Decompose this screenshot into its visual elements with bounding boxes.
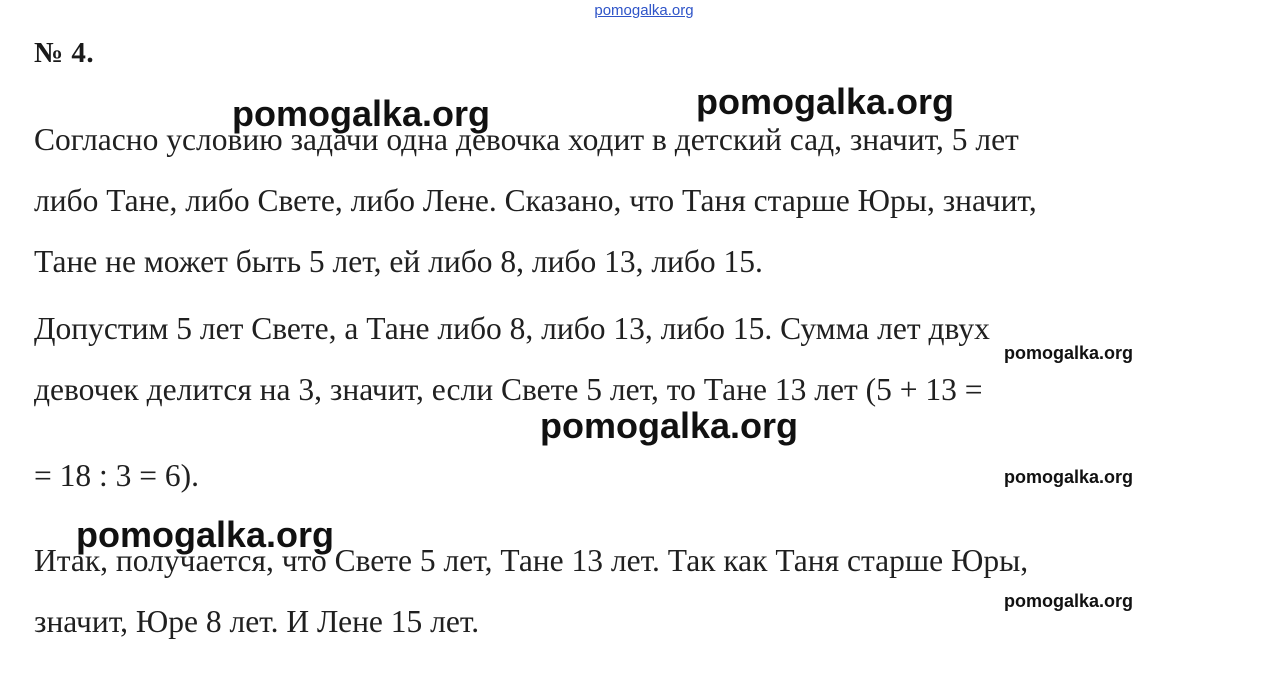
paragraph-2-line-1: Допустим 5 лет Свете, а Тане либо 8, либо 13, либо 15. Сумма лет двух [34, 311, 990, 346]
paragraph-2-line-2: девочек делится на 3, значит, если Свете 5 лет, то Тане 13 лет (5 + 13 = [34, 372, 983, 407]
watermark: pomogalka.org [1004, 343, 1134, 363]
paragraph-3-line-1: Итак, получается, что Свете 5 лет, Тане 13 лет. Так как Таня старше Юры, [34, 543, 1029, 578]
watermark: pomogalka.org [1004, 591, 1134, 611]
paragraph-2-line-3: = 18 : 3 = 6). [34, 458, 200, 493]
watermark: pomogalka.org [232, 93, 491, 134]
paragraph-1-line-3: Тане не может быть 5 лет, ей либо 8, либо 13, либо 15. [34, 244, 763, 279]
problem-number: № 4. [34, 37, 95, 69]
watermark: pomogalka.org [540, 405, 799, 446]
watermark: pomogalka.org [76, 514, 335, 555]
paragraph-1-line-2: либо Тане, либо Свете, либо Лене. Сказано, что Таня старше Юры, значит, [34, 183, 1037, 218]
site-link[interactable]: pomogalka.org [594, 2, 694, 19]
watermark: pomogalka.org [1004, 467, 1134, 487]
paragraph-3-line-2: значит, Юре 8 лет. И Лене 15 лет. [34, 604, 480, 639]
watermark: pomogalka.org [696, 81, 955, 122]
paragraph-1-line-1: Согласно условию задачи одна девочка ходит в детский сад, значит, 5 лет [34, 122, 1019, 157]
